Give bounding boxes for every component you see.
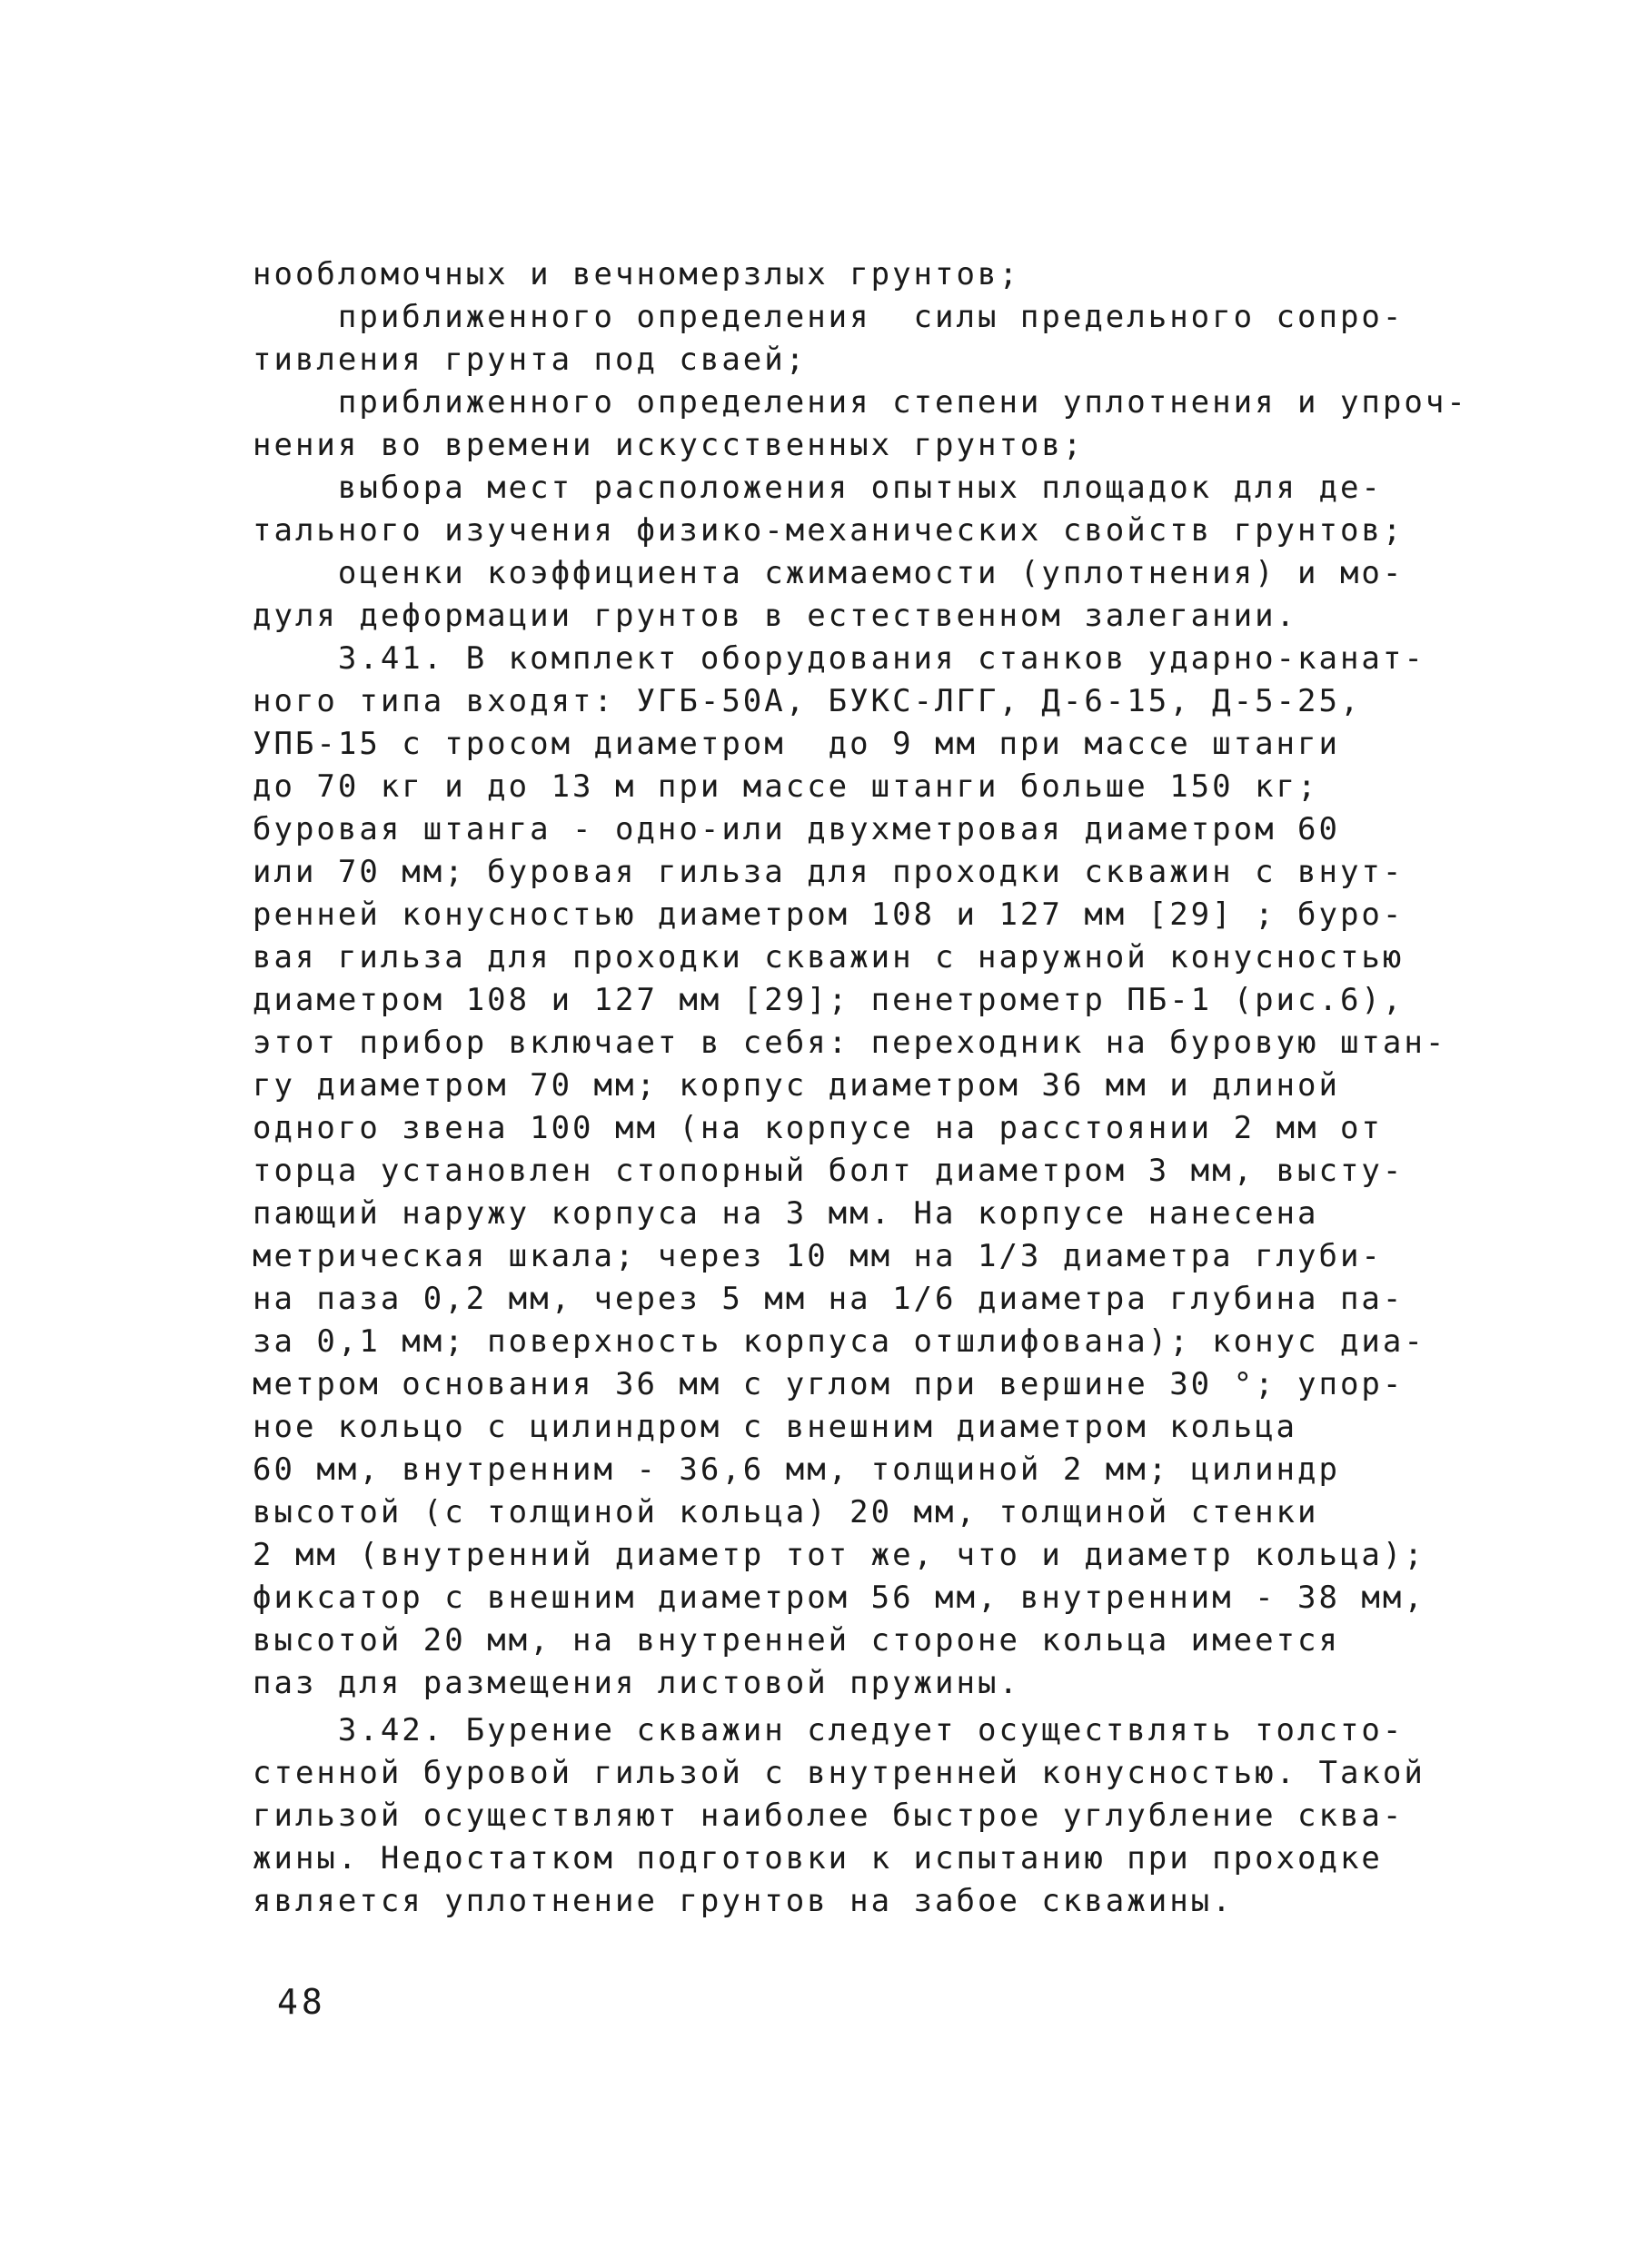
page-number: 48	[277, 1982, 326, 2022]
text-line: оценки коэффициента сжимаемости (уплотнения) и мо-	[253, 555, 1405, 591]
text-line: гильзой осуществляют наиболее быстрое углубление сква-	[253, 1798, 1405, 1834]
text-line: гу диаметром 70 мм; корпус диаметром 36 мм и длиной	[253, 1067, 1340, 1104]
text-line: УПБ-15 с тросом диаметром до 9 мм при массе штанги	[253, 726, 1340, 762]
text-line: ного типа входят: УГБ-50А, БУКС-ЛГГ, Д-6-15, Д-5-25,	[253, 683, 1362, 719]
text-line: диаметром 108 и 127 мм [29]; пенетрометр ПБ-1 (рис.6),	[253, 982, 1405, 1018]
text-line: на паза 0,2 мм, через 5 мм на 1/6 диаметра глубина па-	[253, 1281, 1405, 1317]
text-line: высотой (с толщиной кольца) 20 мм, толщиной стенки	[253, 1494, 1319, 1530]
text-line: вая гильза для проходки скважин с наружной конусностью	[253, 939, 1405, 976]
text-line: нообломочных и вечномерзлых грунтов;	[253, 256, 1020, 292]
text-line: торца установлен стопорный болт диаметром 3 мм, высту-	[253, 1153, 1405, 1189]
text-line: или 70 мм; буровая гильза для проходки скважин с внут-	[253, 854, 1405, 890]
text-line: приближенного определения степени уплотнения и упроч-	[253, 384, 1468, 421]
text-line: 3.42. Бурение скважин следует осуществлять толсто-	[253, 1712, 1405, 1748]
text-line: высотой 20 мм, на внутренней стороне кольца имеется	[253, 1622, 1340, 1659]
text-line: 3.41. В комплект оборудования станков ударно-канат-	[253, 640, 1425, 677]
text-line: жины. Недостатком подготовки к испытанию при проходке	[253, 1840, 1383, 1877]
text-line: ренней конусностью диаметром 108 и 127 мм [29] ; буро-	[253, 896, 1405, 933]
text-line: дуля деформации грунтов в естественном залегании.	[253, 598, 1298, 634]
text-line: нения во времени искусственных грунтов;	[253, 427, 1085, 463]
text-line: метрическая шкала; через 10 мм на 1/3 диаметра глуби-	[253, 1238, 1383, 1274]
text-line: паз для размещения листовой пружины.	[253, 1665, 1020, 1701]
text-line: стенной буровой гильзой с внутренней конусностью. Такой	[253, 1755, 1425, 1791]
text-line: метром основания 36 мм с углом при вершине 30 °; упор-	[253, 1366, 1405, 1402]
text-line: буровая штанга - одно-или двухметровая диаметром 60	[253, 811, 1340, 847]
text-line: фиксатор с внешним диаметром 56 мм, внутренним - 38 мм,	[253, 1580, 1425, 1616]
text-line: до 70 кг и до 13 м при массе штанги больше 150 кг;	[253, 768, 1319, 805]
text-line: за 0,1 мм; поверхность корпуса отшлифована); конус диа-	[253, 1323, 1425, 1360]
text-line: 2 мм (внутренний диаметр тот же, что и диаметр кольца);	[253, 1537, 1425, 1573]
text-line: одного звена 100 мм (на корпусе на расстоянии 2 мм от	[253, 1110, 1383, 1146]
text-line: ное кольцо с цилиндром с внешним диаметром кольца	[253, 1409, 1298, 1445]
text-line: выбора мест расположения опытных площадок для де-	[253, 470, 1383, 506]
text-line: является уплотнение грунтов на забое скважины.	[253, 1883, 1234, 1919]
text-line: приближенного определения силы предельного сопро-	[253, 299, 1405, 335]
text-line: тивления грунта под сваей;	[253, 342, 808, 378]
text-line: пающий наружу корпуса на 3 мм. На корпусе нанесена	[253, 1195, 1319, 1232]
text-line: тального изучения физико-механических свойств грунтов;	[253, 512, 1405, 549]
text-line: 60 мм, внутренним - 36,6 мм, толщиной 2 мм; цилиндр	[253, 1451, 1340, 1488]
text-line: этот прибор включает в себя: переходник на буровую штан-	[253, 1025, 1447, 1061]
